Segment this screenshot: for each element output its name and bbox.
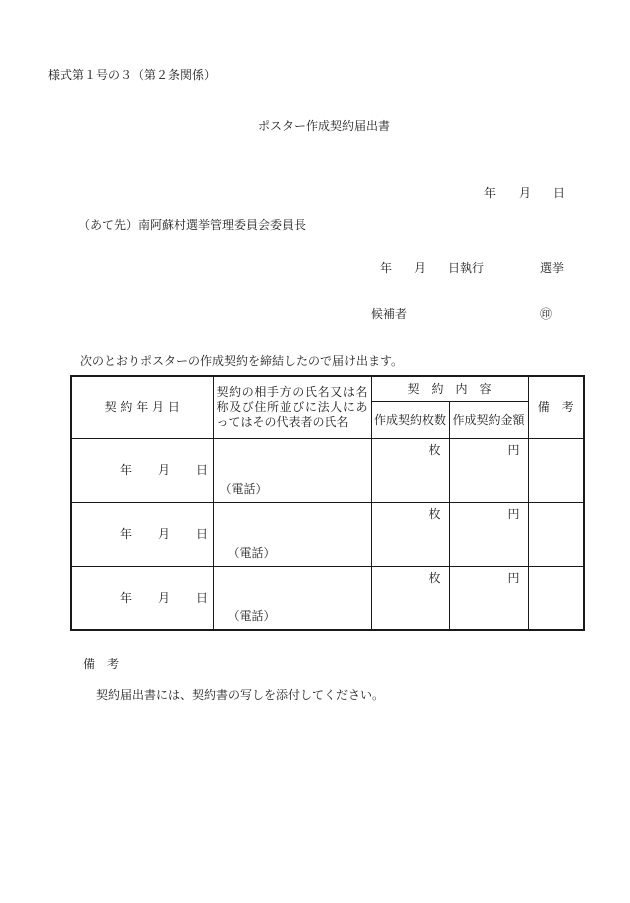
- contract-table: [70, 375, 585, 631]
- election-month-label: 月: [414, 261, 427, 275]
- quantity-cell[interactable]: [371, 502, 449, 566]
- date-month-label: 月: [519, 186, 532, 200]
- header-contract-details: 契 約 内 容: [371, 376, 528, 401]
- amount-unit: 円: [507, 506, 520, 521]
- contract-date-cell[interactable]: [71, 566, 213, 630]
- amount-unit: 円: [507, 442, 520, 457]
- remarks-cell[interactable]: [528, 566, 584, 630]
- phone-label: （電話）: [219, 481, 268, 496]
- remarks-text: 契約届出書には、契約書の写しを添付してください。: [96, 688, 385, 702]
- counterparty-cell[interactable]: [213, 438, 371, 502]
- remarks-cell[interactable]: [528, 438, 584, 502]
- election-execution-label: 日執行: [448, 261, 485, 275]
- addressee: （あて先）南阿蘇村選挙管理委員会委員長: [78, 218, 307, 232]
- quantity-unit: 枚: [428, 570, 441, 585]
- header-remarks: 備 考: [528, 376, 584, 438]
- table-row: [71, 566, 584, 630]
- election-year-label: 年: [380, 261, 393, 275]
- remarks-heading: 備 考: [83, 657, 120, 671]
- row-year-label: 年: [120, 590, 133, 605]
- quantity-unit: 枚: [428, 442, 441, 457]
- contract-date-cell[interactable]: [71, 502, 213, 566]
- form-number: 様式第１号の３（第２条関係）: [48, 68, 217, 82]
- candidate-label: 候補者: [371, 307, 408, 321]
- row-day-label: 日: [196, 527, 209, 541]
- table-row: [71, 438, 584, 502]
- amount-cell[interactable]: [449, 502, 528, 566]
- page-title: ポスター作成契約届出書: [258, 119, 391, 133]
- intro-text: 次のとおりポスターの作成契約を締結したので届け出ます。: [80, 354, 404, 368]
- counterparty-cell[interactable]: [213, 502, 371, 566]
- seal-mark: ㊞: [540, 307, 553, 321]
- amount-cell[interactable]: [449, 438, 528, 502]
- quantity-cell[interactable]: [371, 566, 449, 630]
- counterparty-cell[interactable]: [213, 566, 371, 630]
- header-amount: 作成契約金額: [449, 401, 528, 438]
- contract-date-cell[interactable]: [71, 438, 213, 502]
- phone-label: （電話）: [227, 545, 276, 560]
- row-year-label: 年: [120, 527, 133, 541]
- amount-unit: 円: [507, 570, 520, 585]
- date-year-label: 年: [484, 186, 497, 200]
- table-row: [71, 502, 584, 566]
- row-year-label: 年: [120, 463, 133, 477]
- row-day-label: 日: [196, 463, 209, 477]
- amount-cell[interactable]: [449, 566, 528, 630]
- header-quantity: 作成契約枚数: [371, 401, 449, 438]
- phone-label: （電話）: [227, 609, 276, 623]
- header-counterparty: 契約の相手方の氏名又は名称及び住所並びに法人にあってはその代表者の氏名: [213, 376, 371, 438]
- remarks-cell[interactable]: [528, 502, 584, 566]
- header-contract-date: 契 約 年 月 日: [71, 376, 213, 438]
- row-day-label: 日: [196, 590, 209, 605]
- election-label: 選挙: [540, 261, 565, 275]
- row-month-label: 月: [158, 590, 171, 605]
- row-month-label: 月: [158, 527, 171, 541]
- quantity-cell[interactable]: [371, 438, 449, 502]
- date-day-label: 日: [553, 186, 566, 200]
- quantity-unit: 枚: [428, 506, 441, 521]
- row-month-label: 月: [158, 463, 171, 477]
